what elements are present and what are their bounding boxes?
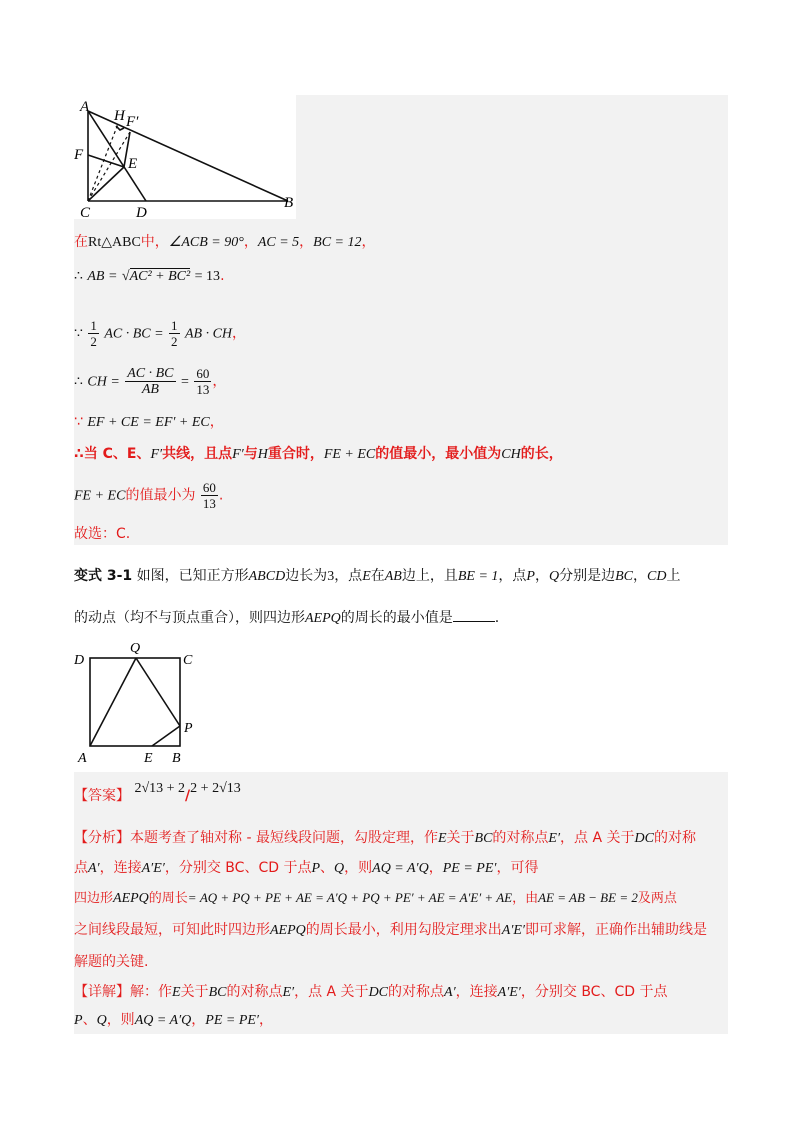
analysis-line-5: 解题的关键.	[74, 954, 149, 970]
analysis-line-3: 四边形AEPQ的周长= AQ + PQ + PE + AE = A′Q + PQ + PE′ + AE = A′E′ + AE，由AE = AB − BE = 2及两点	[74, 890, 677, 906]
detail-line-2: P、Q，则AQ = A′Q，PE = PE′，	[74, 1012, 273, 1028]
fig2-label-Q: Q	[130, 641, 141, 656]
fig2-label-P: P	[184, 721, 193, 736]
problem-line-2: 的动点（均不与顶点重合），则四边形AEPQ的周长的最小值是 .	[74, 610, 500, 626]
analysis-line-4: 之间线段最短，可知此时四边形AEPQ的周长最小，利用勾股定理求出A′E′即可求解，正确作出辅助线是	[74, 922, 707, 938]
fig1-label-Fp: F′	[126, 114, 139, 130]
detail-label: 【详解】	[74, 984, 130, 1000]
fig1-label-D: D	[136, 205, 147, 219]
triangle-figure	[74, 95, 296, 219]
problem-line-1: 变式 3-1 如图，已知正方形ABCD边长为3，点E在AB边上，且BE = 1，点P，Q分别是边BC，CD上	[74, 568, 681, 584]
solution-line-2: ∴ AB = √AC² + BC² = 13.	[74, 268, 225, 284]
square-figure	[74, 640, 204, 768]
analysis-line-2: 点A′，连接A′E′，分别交 BC、CD 于点P、Q，则AQ = A′Q，PE = PE′，可得	[74, 860, 539, 876]
fig2-label-B: B	[172, 751, 181, 766]
fig1-label-B: B	[284, 195, 294, 211]
solution-line-6: ∴当 C、E、F′共线，且点F′与H重合时，FE + EC的值最小，最小值为CH的长，	[74, 446, 563, 462]
answer-line: 【答案】 2√13 + 2/2 + 2√13	[74, 781, 241, 804]
solution-line-5: ∵ EF + CE = EF′ + EC，	[74, 414, 224, 430]
fig2-label-D: D	[74, 653, 85, 668]
solution-line-4: ∴ CH = $\frac{AC \cdot BC}{AB}$ = $\frac{60}{13}$ ，	[74, 366, 227, 397]
solution-line-3: ∵ $\frac{1}{2}$ AC · BC = $\frac{1}{2}$ AB · CH，	[74, 318, 247, 349]
fig1-label-E: E	[128, 156, 138, 172]
fig1-label-A: A	[80, 99, 90, 115]
solution-line-8: 故选：C.	[74, 526, 131, 542]
fig2-label-E: E	[144, 751, 153, 766]
fig1-label-H: H	[114, 108, 125, 124]
fig2-label-C: C	[183, 653, 193, 668]
solution-line-7: FE + EC的值最小为 $\frac{60}{13}$ .	[74, 480, 224, 511]
analysis-label: 【分析】	[74, 830, 130, 846]
fig1-label-F: F	[74, 147, 84, 163]
answer-blank	[453, 609, 495, 622]
answer-label: 【答案】	[74, 788, 130, 804]
fig1-label-C: C	[80, 205, 91, 219]
fig2-label-A: A	[78, 751, 87, 766]
detail-line-1: 【详解】解：作E关于BC的对称点E′，点 A 关于DC的对称点A′，连接A′E′，分别交 BC、CD 于点	[74, 984, 668, 1000]
problem-label: 变式 3-1	[74, 568, 133, 584]
solution-line-1: 在Rt△ABC中，∠ACB = 90°，AC = 5，BC = 12，	[74, 234, 376, 250]
analysis-line-1: 【分析】本题考查了轴对称 - 最短线段问题，勾股定理，作E关于BC的对称点E′，点 A 关于DC的对称	[74, 830, 696, 846]
